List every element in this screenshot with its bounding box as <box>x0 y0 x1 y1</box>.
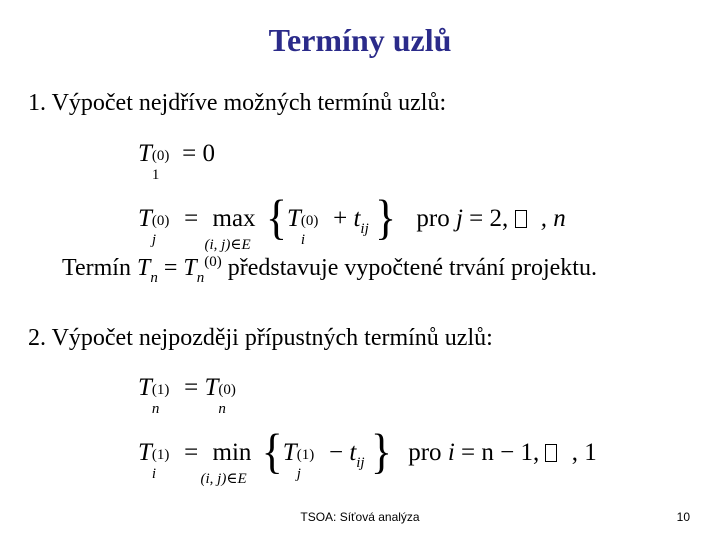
step1-eq1: T (0) 1 = 0 <box>138 140 216 183</box>
step1-heading: 1. Výpočet nejdříve možných termínů uzlů: <box>28 90 447 116</box>
step2-eq2: T (1) i = min (i, j)∈E {T (1) j − $t_{ij}$ } pro i = n − 1, , 1 <box>138 424 597 487</box>
step1-eq2: T (0) j = max (i, j)∈E {T (0) i + $t_{ij}$ } pro j = 2, , n <box>138 190 566 253</box>
step2-eq1: T (1) n = T (0) n <box>138 374 236 417</box>
max-subscript: (i, j)∈E <box>204 237 251 253</box>
footer-text: TSOA: Síťová analýza <box>300 510 420 524</box>
min-subscript: (i, j)∈E <box>200 471 247 487</box>
slide-title: Termíny uzlů <box>268 22 452 58</box>
missing-glyph-icon <box>545 444 557 462</box>
missing-glyph-icon <box>515 210 527 228</box>
page-number: 10 <box>676 510 690 524</box>
step2-heading: 2. Výpočet nejpozději přípustných termínů uzlů: <box>28 325 493 351</box>
project-duration-note: Termín $T_n = T_n^{(0)}$ představuje vypočtené trvání projektu. <box>62 254 597 286</box>
